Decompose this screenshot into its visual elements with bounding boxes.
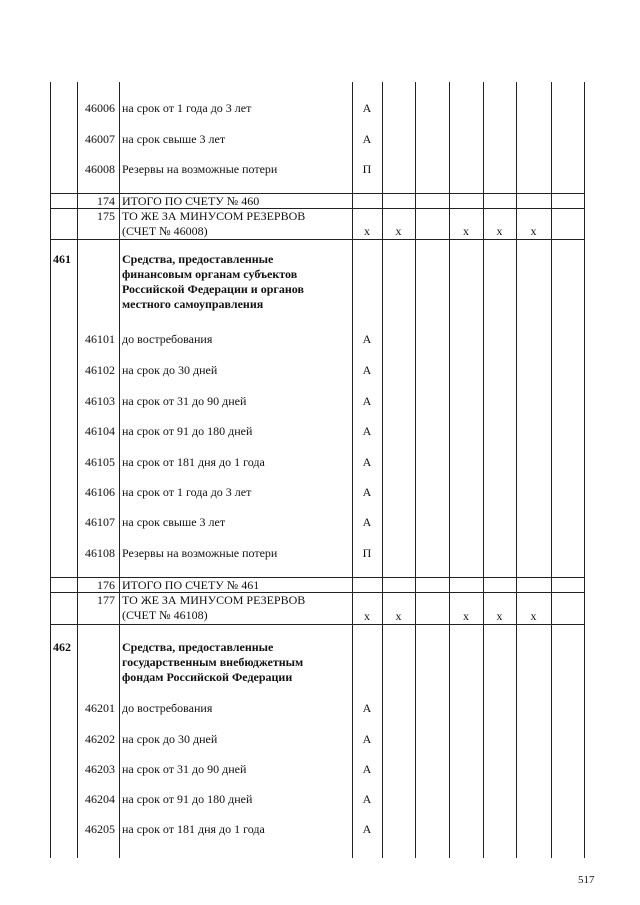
total-label: ТО ЖЕ ЗА МИНУСОМ РЕЗЕРВОВ bbox=[122, 593, 306, 607]
account-name: на срок от 31 до 90 дней bbox=[122, 762, 247, 776]
not-applicable-mark: х bbox=[496, 224, 503, 238]
account-number: 46202 bbox=[85, 732, 115, 746]
line-number: 175 bbox=[97, 209, 115, 223]
column-rule bbox=[483, 82, 484, 858]
row-rule bbox=[50, 624, 584, 625]
account-sign: А bbox=[362, 485, 372, 499]
account-number: 46008 bbox=[85, 162, 115, 176]
section-title: Средства, предоставленные bbox=[122, 640, 274, 654]
account-name: на срок от 31 до 90 дней bbox=[122, 394, 247, 408]
account-number: 46201 bbox=[85, 701, 115, 715]
column-rule bbox=[382, 82, 383, 858]
section-title: финансовым органам субъектов bbox=[122, 267, 298, 281]
account-number: 46103 bbox=[85, 394, 115, 408]
column-rule bbox=[415, 82, 416, 858]
account-name: Резервы на возможные потери bbox=[122, 162, 278, 176]
account-number: 46104 bbox=[85, 424, 115, 438]
account-sign: А bbox=[362, 363, 372, 377]
line-number: 174 bbox=[97, 194, 115, 208]
total-label: ТО ЖЕ ЗА МИНУСОМ РЕЗЕРВОВ bbox=[122, 209, 306, 223]
row-rule bbox=[50, 239, 584, 240]
account-sign: А bbox=[362, 394, 372, 408]
not-applicable-mark: х bbox=[496, 609, 503, 623]
account-name: на срок от 181 дня до 1 года bbox=[122, 455, 265, 469]
account-name: на срок от 181 дня до 1 года bbox=[122, 822, 265, 836]
account-name: до востребования bbox=[122, 701, 213, 715]
not-applicable-mark: х bbox=[463, 224, 469, 238]
section-title: Российской Федерации и органов bbox=[122, 282, 304, 296]
total-label: ИТОГО ПО СЧЕТУ № 460 bbox=[122, 194, 260, 208]
not-applicable-mark: х bbox=[364, 609, 370, 623]
account-number: 46203 bbox=[85, 762, 115, 776]
page-number: 517 bbox=[578, 874, 595, 886]
account-number: 46106 bbox=[85, 485, 115, 499]
line-number: 177 bbox=[97, 593, 115, 607]
not-applicable-mark: х bbox=[364, 224, 370, 238]
not-applicable-mark: х bbox=[530, 609, 537, 623]
column-rule bbox=[584, 82, 585, 858]
column-rule bbox=[516, 82, 517, 858]
account-sign: А bbox=[362, 515, 372, 529]
total-label: (СЧЕТ № 46008) bbox=[122, 224, 208, 238]
account-name: на срок до 30 дней bbox=[122, 363, 218, 377]
account-number: 46105 bbox=[85, 455, 115, 469]
column-rule bbox=[50, 82, 51, 239]
account-name: на срок до 30 дней bbox=[122, 732, 218, 746]
account-sign: А bbox=[362, 762, 372, 776]
account-sign: А bbox=[362, 732, 372, 746]
section-title: фондам Российской Федерации bbox=[122, 670, 293, 684]
account-sign: П bbox=[362, 162, 372, 176]
account-name: на срок от 91 до 180 дней bbox=[122, 424, 253, 438]
not-applicable-mark: х bbox=[530, 224, 537, 238]
account-sign: А bbox=[362, 101, 372, 115]
column-rule bbox=[50, 239, 51, 577]
total-label: (СЧЕТ № 46108) bbox=[122, 608, 208, 622]
account-sign: А bbox=[362, 132, 372, 146]
account-name: Резервы на возможные потери bbox=[122, 546, 278, 560]
total-label: ИТОГО ПО СЧЕТУ № 461 bbox=[122, 578, 260, 592]
account-number: 46102 bbox=[85, 363, 115, 377]
account-name: на срок от 91 до 180 дней bbox=[122, 792, 253, 806]
account-name: на срок свыше 3 лет bbox=[122, 515, 226, 529]
account-sign: А bbox=[362, 822, 372, 836]
column-rule bbox=[119, 82, 120, 858]
account-number: 46205 bbox=[85, 822, 115, 836]
column-rule bbox=[50, 577, 51, 858]
account-number: 46101 bbox=[85, 332, 115, 346]
account-number: 46006 bbox=[85, 101, 115, 115]
line-number: 176 bbox=[97, 578, 115, 592]
not-applicable-mark: х bbox=[463, 609, 469, 623]
account-sign: А bbox=[362, 701, 372, 715]
section-number: 461 bbox=[53, 252, 71, 266]
account-name: на срок от 1 года до 3 лет bbox=[122, 485, 252, 499]
account-name: на срок свыше 3 лет bbox=[122, 132, 226, 146]
column-rule bbox=[551, 82, 552, 858]
not-applicable-mark: х bbox=[395, 609, 402, 623]
section-title: Средства, предоставленные bbox=[122, 252, 274, 266]
account-name: на срок от 1 года до 3 лет bbox=[122, 101, 252, 115]
section-title: государственным внебюджетным bbox=[122, 655, 304, 669]
not-applicable-mark: х bbox=[395, 224, 402, 238]
account-sign: А bbox=[362, 424, 372, 438]
account-number: 46108 bbox=[85, 546, 115, 560]
account-number: 46007 bbox=[85, 132, 115, 146]
account-sign: А bbox=[362, 332, 372, 346]
column-rule bbox=[352, 82, 353, 858]
account-number: 46107 bbox=[85, 515, 115, 529]
account-sign: П bbox=[362, 546, 372, 560]
account-sign: А bbox=[362, 455, 372, 469]
account-number: 46204 bbox=[85, 792, 115, 806]
section-number: 462 bbox=[53, 640, 71, 654]
section-title: местного самоуправления bbox=[122, 297, 264, 311]
column-rule bbox=[449, 82, 450, 858]
account-name: до востребования bbox=[122, 332, 213, 346]
account-sign: А bbox=[362, 792, 372, 806]
